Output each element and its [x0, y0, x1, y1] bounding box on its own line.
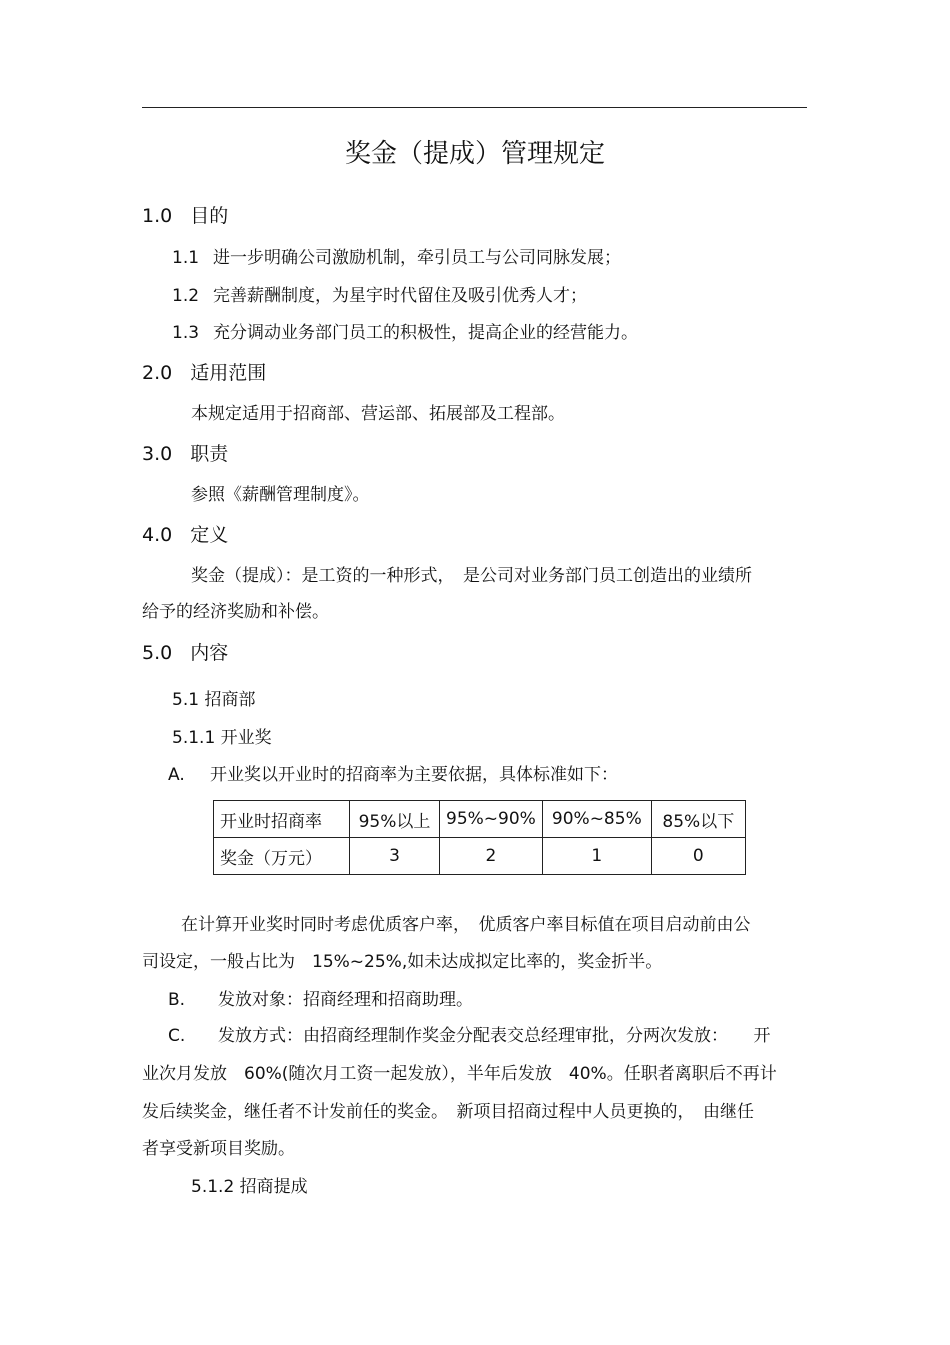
section-1-number: 1.0: [142, 205, 173, 227]
section-4-heading: [142, 523, 228, 547]
table-header-cell: 95%以上: [350, 801, 440, 838]
item-1-3-text: 充分调动业务部门员工的积极性，提高企业的经营能力。: [213, 323, 639, 343]
subsection-5-1-2: 5.1.2 招商提成: [191, 1177, 308, 1197]
section-2-title: 适用范围: [190, 362, 267, 384]
section-2-heading: [142, 361, 266, 385]
table-header-cell: 开业时招商率: [214, 801, 350, 838]
item-c: [168, 1025, 771, 1047]
item-c-label: C.: [168, 1026, 186, 1046]
item-1-1-text: 进一步明确公司激励机制，牵引员工与公司同脉发展；: [213, 248, 622, 268]
bonus-note-line-2: 司设定，一般占比为 15%~25%,如未达成拟定比率的，奖金折半。: [142, 952, 663, 972]
table-header-row: [214, 801, 746, 838]
item-a: [168, 764, 618, 786]
item-1-3-number: 1.3: [172, 323, 200, 343]
section-1-title: 目的: [190, 205, 229, 227]
section-4-number: 4.0: [142, 524, 173, 546]
item-c-line-4: 者享受新项目奖励。: [142, 1139, 295, 1159]
section-5-title: 内容: [190, 642, 229, 664]
definition-line-1: 奖金（提成）：是工资的一种形式， 是公司对业务部门员工创造出的业绩所: [191, 566, 752, 586]
page-title: 奖金（提成）管理规定: [344, 139, 605, 169]
item-1-3: [172, 322, 638, 344]
item-1-2-number: 1.2: [172, 286, 200, 306]
item-c-line-3: 发后续奖金，继任者不计发前任的奖金。 新项目招商过程中人员更换的， 由继任: [142, 1102, 754, 1122]
item-a-label: A.: [168, 765, 185, 785]
section-4-title: 定义: [190, 524, 229, 546]
section-3-number: 3.0: [142, 443, 173, 465]
item-1-1: [172, 247, 621, 269]
table-cell: 3: [350, 838, 440, 875]
section-1-heading: [142, 204, 228, 228]
section-5-number: 5.0: [142, 642, 173, 664]
section-2-text: 本规定适用于招商部、营运部、拓展部及工程部。: [191, 404, 565, 424]
section-3-text: 参照《薪酬管理制度》。: [191, 485, 370, 505]
table-cell: 0: [651, 838, 745, 875]
item-c-line-1: 发放方式：由招商经理制作奖金分配表交总经理审批，分两次发放： 开: [218, 1026, 771, 1046]
definition-line-2: 给予的经济奖励和补偿。: [142, 602, 329, 622]
table-cell: 1: [542, 838, 651, 875]
item-c-line-2: 业次月发放 60%(随次月工资一起发放），半年后发放 40%。任职者离职后不再计: [142, 1064, 777, 1084]
header-rule: [142, 107, 807, 108]
table-cell: 2: [440, 838, 543, 875]
table-header-cell: 90%~85%: [542, 801, 651, 838]
opening-bonus-table: [213, 800, 746, 875]
subsection-5-1-1: 5.1.1 开业奖: [172, 728, 272, 748]
table-header-cell: 85%以下: [651, 801, 745, 838]
item-b-text: 发放对象：招商经理和招商助理。: [218, 990, 473, 1010]
section-3-title: 职责: [190, 443, 229, 465]
bonus-note-line-1: 在计算开业奖时同时考虑优质客户率， 优质客户率目标值在项目启动前由公: [181, 915, 751, 935]
item-b-label: B.: [168, 990, 186, 1010]
section-5-heading: [142, 641, 228, 665]
table-cell: 奖金（万元）: [214, 838, 350, 875]
table-row: [214, 838, 746, 875]
subsection-5-1: 5.1 招商部: [172, 690, 256, 710]
item-b: [168, 989, 473, 1011]
section-3-heading: [142, 442, 228, 466]
item-a-text: 开业奖以开业时的招商率为主要依据，具体标准如下：: [210, 765, 618, 785]
table-header-cell: 95%~90%: [440, 801, 543, 838]
item-1-1-number: 1.1: [172, 248, 200, 268]
item-1-2-text: 完善薪酬制度，为星宇时代留住及吸引优秀人才；: [213, 286, 588, 306]
item-1-2: [172, 285, 587, 307]
section-2-number: 2.0: [142, 362, 173, 384]
